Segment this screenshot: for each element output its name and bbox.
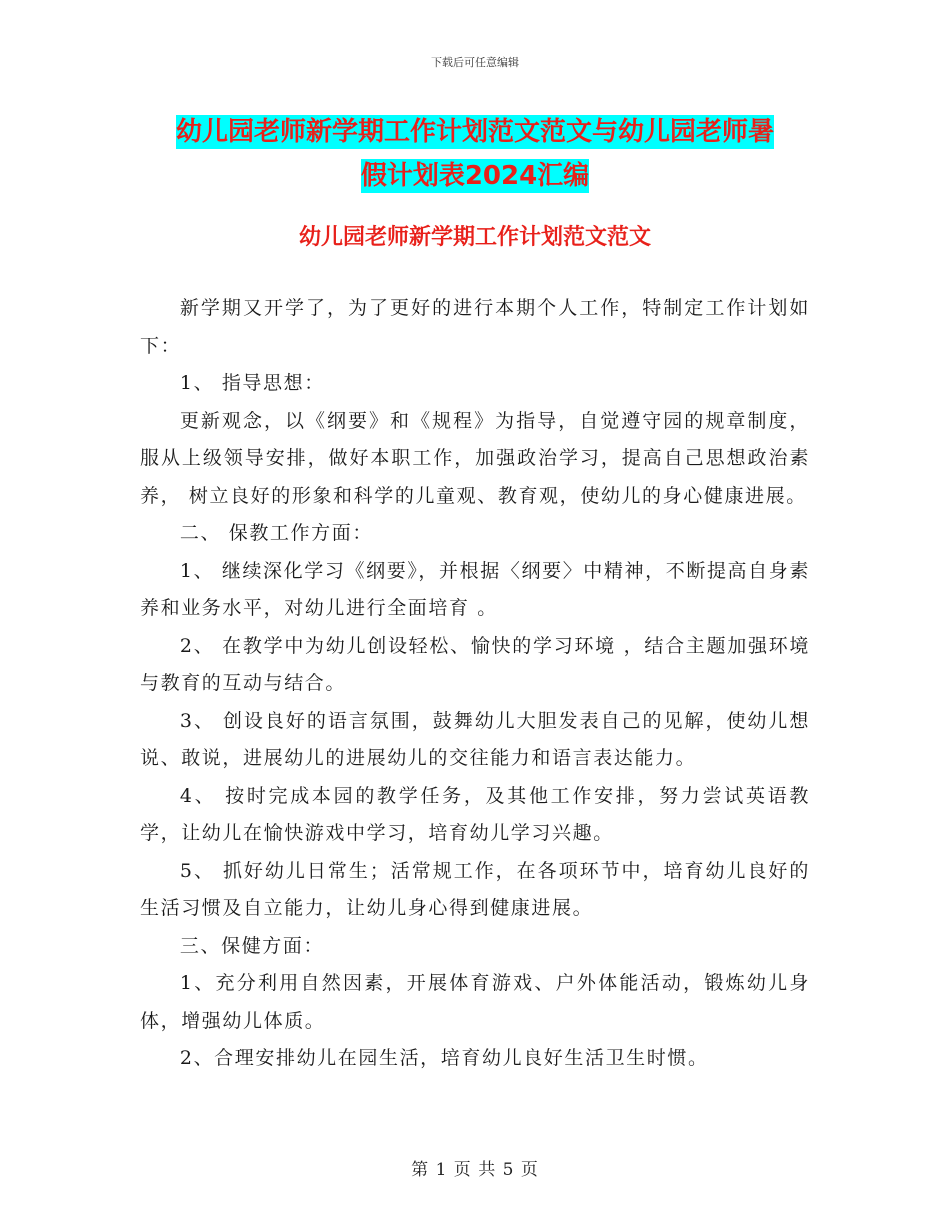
section-title: 幼儿园老师新学期工作计划范文范文 bbox=[298, 225, 651, 250]
paragraph: 二、 保教工作方面： bbox=[179, 522, 373, 544]
paragraph: 1、 继续深化学习《纲要》，并根据〈纲要〉中精神，不断提高自身素养和业务水平，对幼儿进行全面培育 。 bbox=[140, 559, 810, 619]
paragraph: 2、合理安排幼儿在园生活，培育幼儿良好生活卫生时惯。 bbox=[179, 1047, 709, 1069]
document-title-line-1: 幼儿园老师新学期工作计划范文范文与幼儿园老师暑 bbox=[175, 117, 774, 147]
paragraph: 3、 创设良好的语言氛围，鼓舞幼儿大胆发表自己的见解，使幼儿想说、敢说，进展幼儿的进展幼儿的交往能力和语言表达能力。 bbox=[140, 709, 810, 769]
paragraph: 2、 在教学中为幼儿创设轻松、愉快的学习环境 ，结合主题加强环境与教育的互动与结合。 bbox=[140, 634, 810, 694]
paragraph: 更新观念，以《纲要》和《规程》为指导，自觉遵守园的规章制度，服从上级领导安排，做好本职工作，加强政治学习，提高自己思想政治素养， 树立良好的形象和科学的儿童观、教育观，使幼儿的身心健康进展。 bbox=[140, 409, 810, 507]
paragraph: 4、 按时完成本园的教学任务，及其他工作安排，努力尝试英语教学，让幼儿在愉快游戏中学习，培育幼儿学习兴趣。 bbox=[140, 784, 810, 844]
page-header-note: 下载后可任意编辑 bbox=[431, 56, 519, 69]
paragraph: 1、 指导思想： bbox=[179, 372, 325, 394]
paragraph: 三、保健方面： bbox=[179, 934, 325, 957]
paragraph: 1、充分利用自然因素，开展体育游戏、户外体能活动，锻炼幼儿身体，增强幼儿体质。 bbox=[140, 972, 810, 1032]
paragraph: 5、 抓好幼儿日常生；活常规工作，在各项环节中，培育幼儿良好的生活习惯及自立能力，让幼儿身心得到健康进展。 bbox=[140, 859, 810, 919]
document-title bbox=[140, 110, 810, 198]
paragraph: 新学期又开学了，为了更好的进行本期个人工作，特制定工作计划如下： bbox=[140, 297, 810, 357]
document-body bbox=[140, 290, 810, 1078]
page-footer: 第 1 页 共 5 页 bbox=[411, 1160, 539, 1180]
document-title-line-2: 假计划表2024汇编 bbox=[360, 161, 590, 191]
